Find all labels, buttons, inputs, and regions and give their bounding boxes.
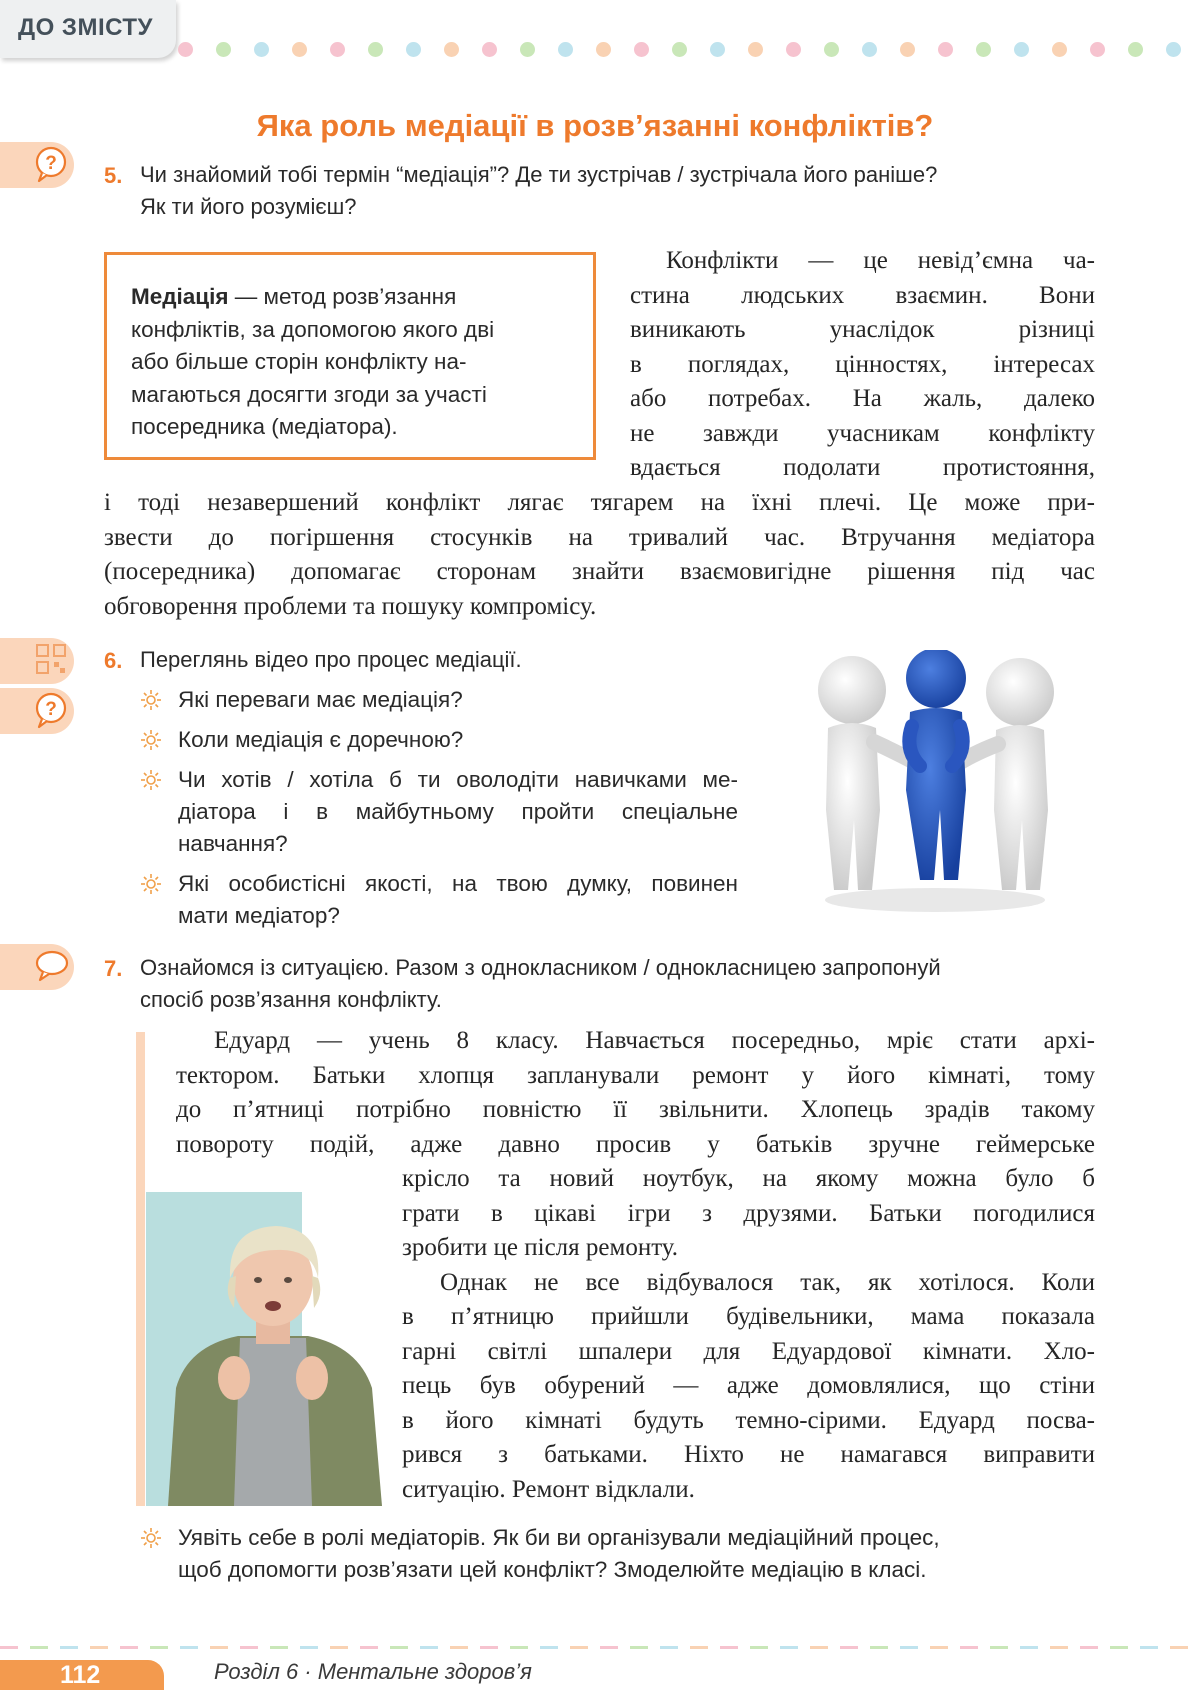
task-line: щоб допомогти розв’язати цей конфлікт? Змоделюйте медіацію в класі.	[178, 1557, 927, 1582]
footer-dash	[630, 1646, 648, 1649]
story-line: в п’ятницю прийшли будівельники, мама показала	[402, 1303, 1095, 1330]
question-line: Ознайомся із ситуацією. Разом з однокласником / однокласницею запропонуй	[140, 955, 941, 980]
footer-dash	[1080, 1646, 1098, 1649]
decorative-dot	[292, 42, 307, 57]
sun-bullet-icon	[140, 873, 162, 895]
decorative-dot	[1014, 42, 1029, 57]
footer-dash	[90, 1646, 108, 1649]
speech-bubble-icon	[34, 948, 70, 986]
footer-dash	[570, 1646, 588, 1649]
footer-dash	[840, 1646, 858, 1649]
definition-line: — метод розв’язання	[228, 284, 457, 309]
paragraph-line: або потребах. На жаль, далеко	[630, 385, 1095, 412]
paragraph-line: в поглядах, цінностях, інтересах	[630, 350, 1095, 378]
footer-dash	[300, 1646, 318, 1649]
sun-bullet-icon	[140, 729, 162, 751]
definition-line: конфліктів, за допомогою якого дві	[131, 316, 495, 342]
bullet-line: Чи хотів / хотіла б ти оволодіти навичками ме-	[178, 767, 738, 792]
footer-dash	[240, 1646, 258, 1649]
decorative-dot	[634, 42, 649, 57]
paragraph-line: звести до погіршення стосунків на тривалий час. Втручання медіатора	[104, 523, 1095, 551]
question-6-text: Переглянь відео про процес медіації.	[140, 647, 522, 672]
question-number: 6.	[104, 648, 123, 673]
footer-dash	[870, 1646, 888, 1649]
decorative-dot	[976, 42, 991, 57]
decorative-dot	[786, 42, 801, 57]
footer-dash	[810, 1646, 828, 1649]
footer-dash	[1020, 1646, 1038, 1649]
footer-dash	[720, 1646, 738, 1649]
story-accent-bar	[136, 1032, 145, 1506]
paragraph-line: обговорення проблеми та пошуку компромісу.	[104, 592, 597, 620]
footer-dash	[150, 1646, 168, 1649]
mediation-figures-image	[800, 650, 1070, 920]
final-task	[140, 1522, 1100, 1586]
footer-dash	[780, 1646, 798, 1649]
paragraph-line: Конфлікти — це невід’ємна ча-	[666, 247, 1095, 274]
footer-dash	[750, 1646, 768, 1649]
question-bubble-icon	[34, 692, 68, 730]
decorative-dot	[1166, 42, 1181, 57]
decorative-dot	[482, 42, 497, 57]
definition-box	[104, 252, 596, 460]
footer-dash	[30, 1646, 48, 1649]
story-line: крісло та новий ноутбук, на якому можна було б	[402, 1165, 1095, 1192]
bullet-list	[140, 684, 750, 932]
decorative-dot	[406, 42, 421, 57]
story-line: грати в цікаві ігри з друзями. Батьки погодилися	[402, 1199, 1095, 1227]
footer-dash	[1170, 1646, 1188, 1649]
footer-dash	[390, 1646, 408, 1649]
list-item	[140, 764, 738, 860]
decorative-dot	[1090, 42, 1105, 57]
discussion-tab	[0, 944, 74, 990]
decorative-dot	[710, 42, 725, 57]
sun-bullet-icon	[140, 1527, 162, 1549]
list-item	[140, 1522, 1100, 1586]
decorative-dot	[330, 42, 345, 57]
question-7-text	[140, 952, 1100, 1016]
decorative-dot	[900, 42, 915, 57]
decorative-dot	[178, 42, 193, 57]
decorative-dot	[596, 42, 611, 57]
section-title: Яка роль медіації в розв’язанні конфліктів?	[256, 108, 934, 143]
decorative-dot	[1128, 42, 1143, 57]
story-line: до п’ятниці потрібно повністю її звільнити. Хлопець зрадів такому	[176, 1096, 1095, 1123]
bullet-line: навчання?	[178, 831, 288, 856]
decorative-dot	[216, 42, 231, 57]
question-number: 7.	[104, 956, 123, 981]
bullet-line: Які особистісні якості, на твою думку, повинен	[178, 871, 738, 896]
decorative-dot	[672, 42, 687, 57]
footer-dash	[600, 1646, 618, 1649]
story-line: в його кімнаті будуть темно-сірими. Едуард посва-	[402, 1406, 1095, 1434]
list-item	[140, 724, 750, 756]
footer-divider	[0, 1646, 1190, 1650]
decorative-dot	[254, 42, 269, 57]
bullet-line: Які переваги має медіація?	[178, 687, 463, 712]
sun-bullet-icon	[140, 769, 162, 791]
svg-text:?: ?	[45, 699, 57, 720]
footer-dash	[900, 1646, 918, 1649]
story-line: Едуард — учень 8 класу. Навчається посередньо, мріє стати архі-	[214, 1027, 1095, 1054]
footer-dash	[690, 1646, 708, 1649]
boy-portrait-image	[158, 1218, 388, 1506]
footer-dash	[660, 1646, 678, 1649]
chapter-title: Розділ 6 · Ментальне здоров’я	[214, 1659, 532, 1684]
paragraph-line: і тоді незавершений конфлікт лягає тягарем на їхні плечі. Це може при-	[104, 489, 1095, 516]
footer-dash	[270, 1646, 288, 1649]
definition-line: магаються досягти згоди за участі	[131, 381, 487, 407]
decorative-dot	[444, 42, 459, 57]
footer-dash	[480, 1646, 498, 1649]
decorative-dots	[178, 42, 1190, 58]
footer-dash	[1110, 1646, 1128, 1649]
footer-dash	[930, 1646, 948, 1649]
task-line: Уявіть себе в ролі медіаторів. Як би ви організували медіаційний процес,	[178, 1525, 940, 1550]
decorative-dot	[520, 42, 535, 57]
story-line: рився з батьками. Ніхто не намагався виправити	[402, 1441, 1095, 1468]
question-tab	[0, 688, 74, 734]
question-line: Як ти його розумієш?	[140, 194, 357, 219]
footer-dash	[210, 1646, 228, 1649]
sun-bullet-icon	[140, 689, 162, 711]
story-paragraph-side	[402, 1162, 1095, 1507]
footer-dash	[180, 1646, 198, 1649]
story-line: ситуацію. Ремонт відклали.	[402, 1475, 695, 1503]
decorative-dot	[558, 42, 573, 57]
story-line: гарні світлі шпалери для Едуардової кімнати. Хло-	[402, 1337, 1095, 1365]
definition-line: посередника (медіатора).	[131, 414, 398, 439]
footer-dash	[960, 1646, 978, 1649]
decorative-dot	[368, 42, 383, 57]
paragraph-line: (посередника) допомагає сторонам знайти взаємовигідне рішення під час	[104, 558, 1095, 585]
intro-paragraph-full	[104, 486, 1095, 624]
footer-dash	[0, 1646, 18, 1649]
qr-code-icon	[34, 642, 68, 678]
question-line: Чи знайомий тобі термін “медіація”? Де ти зустрічав / зустрічала його раніше?	[140, 162, 938, 187]
qr-tab[interactable]	[0, 638, 74, 684]
decorative-dot	[824, 42, 839, 57]
toc-label: ДО ЗМІСТУ	[18, 14, 153, 41]
story-line: повороту подій, адже давно просив у батьків зручне геймерське	[176, 1130, 1095, 1158]
footer-dash	[1140, 1646, 1158, 1649]
story-line: пець був обурений — адже домовлялися, що стіни	[402, 1372, 1095, 1399]
decorative-dot	[748, 42, 763, 57]
list-item	[140, 684, 750, 716]
story-line: зробити це після ремонту.	[402, 1234, 679, 1261]
decorative-dot	[938, 42, 953, 57]
paragraph-line: стина людських взаємин. Вони	[630, 281, 1095, 309]
footer-dash	[330, 1646, 348, 1649]
paragraph-line: вдається подолати протистояння,	[630, 454, 1095, 481]
paragraph-line: не завжди учасникам конфлікту	[630, 419, 1095, 447]
question-bubble-icon	[34, 146, 68, 184]
footer-dash	[120, 1646, 138, 1649]
story-line: Однак не все відбувалося так, як хотілося. Коли	[440, 1268, 1095, 1296]
definition-text	[131, 281, 579, 444]
footer-dash	[360, 1646, 378, 1649]
page-number: 112	[60, 1661, 101, 1689]
bullet-line: Коли медіація є доречною?	[178, 727, 464, 752]
decorative-dot	[1052, 42, 1067, 57]
story-line: тектором. Батьки хлопця запланували ремонт у його кімнаті, тому	[176, 1061, 1095, 1089]
list-item	[140, 868, 738, 932]
footer-dash	[510, 1646, 528, 1649]
bullet-line: мати медіатор?	[178, 903, 340, 928]
story-paragraph-top	[176, 1024, 1095, 1162]
question-line: спосіб розв’язання конфлікту.	[140, 987, 442, 1012]
footer-dash	[60, 1646, 78, 1649]
footer-dash	[540, 1646, 558, 1649]
definition-line: або більше сторін конфлікту на-	[131, 349, 467, 374]
footer-dash	[990, 1646, 1008, 1649]
svg-text:?: ?	[45, 153, 57, 174]
page-number-tab	[0, 1660, 164, 1690]
footer-dash	[1050, 1646, 1068, 1649]
toc-button[interactable]	[0, 0, 176, 58]
question-number: 5.	[104, 163, 123, 188]
paragraph-line: виникають унаслідок різниці	[630, 316, 1095, 343]
question-5-text	[140, 159, 1100, 223]
footer-dash	[420, 1646, 438, 1649]
intro-paragraph-side	[630, 244, 1095, 486]
decorative-dot	[862, 42, 877, 57]
question-tab	[0, 142, 74, 188]
footer-dash	[450, 1646, 468, 1649]
definition-term: Медіація	[131, 284, 229, 309]
bullet-line: діатора і в майбутньому пройти спеціальне	[178, 799, 738, 824]
